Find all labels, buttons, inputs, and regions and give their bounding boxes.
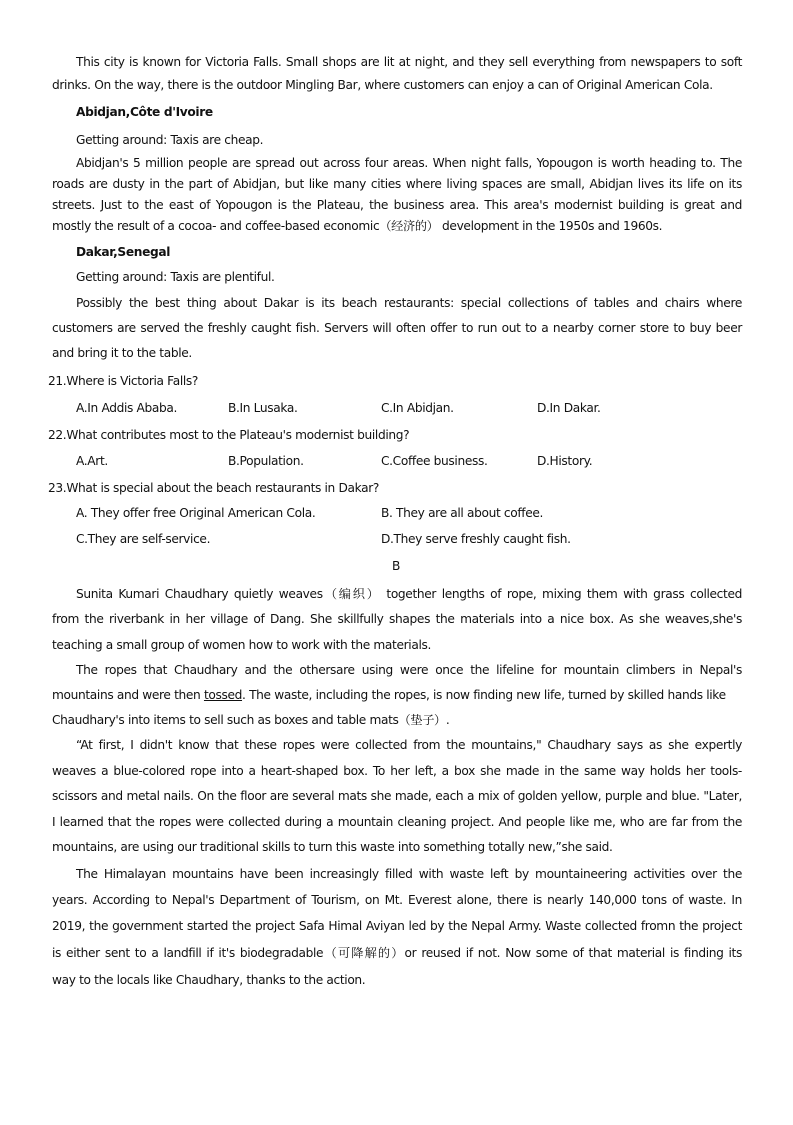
paragraph-line: way to the locals like Chaudhary, thanks to the action. <box>52 973 366 987</box>
answer-option[interactable]: C.Coffee business. <box>381 454 488 468</box>
text-segment: mountains and were then <box>52 688 204 702</box>
answer-option[interactable]: D.History. <box>537 454 593 468</box>
paragraph-line: Possibly the best thing about Dakar is its beach restaurants: special collections of tables and chairs where <box>76 296 742 310</box>
paragraph-line: mostly the result of a cocoa- and coffee-based economic（经济的） development in the 1950s and 1960s. <box>52 219 663 233</box>
paragraph-line-with-underline <box>52 687 742 703</box>
answer-option[interactable]: C.In Abidjan. <box>381 401 454 415</box>
paragraph-line: from the riverbank in her village of Dang. She skillfully shapes the materials into a nice box. As she weaves,she's <box>52 612 742 626</box>
paragraph-line: Abidjan's 5 million people are spread out across four areas. When night falls, Yopougon is worth heading to. The <box>76 156 742 170</box>
paragraph-line: weaves a blue-colored rope into a heart-shaped box. To her left, a box she made in the same way holds her tools- <box>52 764 742 778</box>
answer-option[interactable]: C.They are self-service. <box>76 532 211 546</box>
paragraph-line: roads are dusty in the part of Abidjan, but like many cities where living spaces are small, Abidjan lives its life on its <box>52 177 742 191</box>
paragraph-line: and bring it to the table. <box>52 346 192 360</box>
answer-option[interactable]: B. They are all about coffee. <box>381 506 544 520</box>
text-segment <box>52 687 726 703</box>
paragraph-line: Chaudhary's into items to sell such as boxes and table mats（垫子）. <box>52 713 450 727</box>
paragraph-line: years. According to Nepal's Department of Tourism, on Mt. Everest alone, there is nearly 140,000 tons of waste. In <box>52 893 742 907</box>
paragraph-line: I learned that the ropes were collected during a mountain cleaning project. And people like me, who are far from the <box>52 815 742 829</box>
paragraph-line: Sunita Kumari Chaudhary quietly weaves（编织） together lengths of rope, mixing them with grass collected <box>76 587 742 601</box>
paragraph-line: “At first, I didn't know that these ropes were collected from the mountains," Chaudhary says as she expertly <box>76 738 742 752</box>
answer-option[interactable]: B.Population. <box>228 454 304 468</box>
answer-option[interactable]: A.Art. <box>76 454 108 468</box>
city-heading-dakar: Dakar,Senegal <box>76 245 171 259</box>
paragraph-line: This city is known for Victoria Falls. Small shops are lit at night, and they sell everything from newspapers to soft <box>76 55 742 69</box>
paragraph-line: The Himalayan mountains have been increasingly filled with waste left by mountaineering activities over the <box>76 867 742 881</box>
paragraph-line: mountains, are using our traditional skills to turn this waste into something totally new,”she said. <box>52 840 613 854</box>
paragraph-line: streets. Just to the east of Yopougon is the Plateau, the business area. This area's modernist building is great and <box>52 198 742 212</box>
question-stem: 21.Where is Victoria Falls? <box>48 374 199 388</box>
underlined-word: tossed <box>203 688 243 702</box>
paragraph-line: scissors and metal nails. On the floor are several mats she made, each a mix of golden yellow, purple and blue. "Later, <box>52 789 742 803</box>
getting-around-dakar: Getting around: Taxis are plentiful. <box>76 270 275 284</box>
question-stem: 23.What is special about the beach restaurants in Dakar? <box>48 481 379 495</box>
answer-option[interactable]: D.In Dakar. <box>537 401 601 415</box>
paragraph-line: customers are served the freshly caught fish. Servers will often offer to run out to a nearby corner store to buy beer <box>52 321 742 335</box>
paragraph-line: is either sent to a landfill if it's biodegradable（可降解的）or reused if not. Now some of that material is finding its <box>52 946 742 960</box>
section-label-b: B <box>391 559 400 573</box>
text-segment: . The waste, including the ropes, is now finding new life, turned by skilled hands like <box>242 688 726 702</box>
answer-option[interactable]: B.In Lusaka. <box>228 401 298 415</box>
paragraph-line: The ropes that Chaudhary and the othersare using were once the lifeline for mountain climbers in Nepal's <box>76 663 742 677</box>
answer-option[interactable]: A.In Addis Ababa. <box>76 401 178 415</box>
question-stem: 22.What contributes most to the Plateau's modernist building? <box>48 428 410 442</box>
paragraph-line: 2019, the government started the project Safa Himal Aviyan led by the Nepal Army. Waste collected fromn the project <box>52 919 742 933</box>
paragraph-line: teaching a small group of women how to work with the materials. <box>52 638 432 652</box>
getting-around-abidjan: Getting around: Taxis are cheap. <box>76 133 264 147</box>
answer-option[interactable]: A. They offer free Original American Cola. <box>76 506 316 520</box>
answer-option[interactable]: D.They serve freshly caught fish. <box>381 532 571 546</box>
paragraph-line: drinks. On the way, there is the outdoor Mingling Bar, where customers can enjoy a can of Original American Cola. <box>52 78 713 92</box>
city-heading-abidjan: Abidjan,Côte d'Ivoire <box>76 105 213 119</box>
